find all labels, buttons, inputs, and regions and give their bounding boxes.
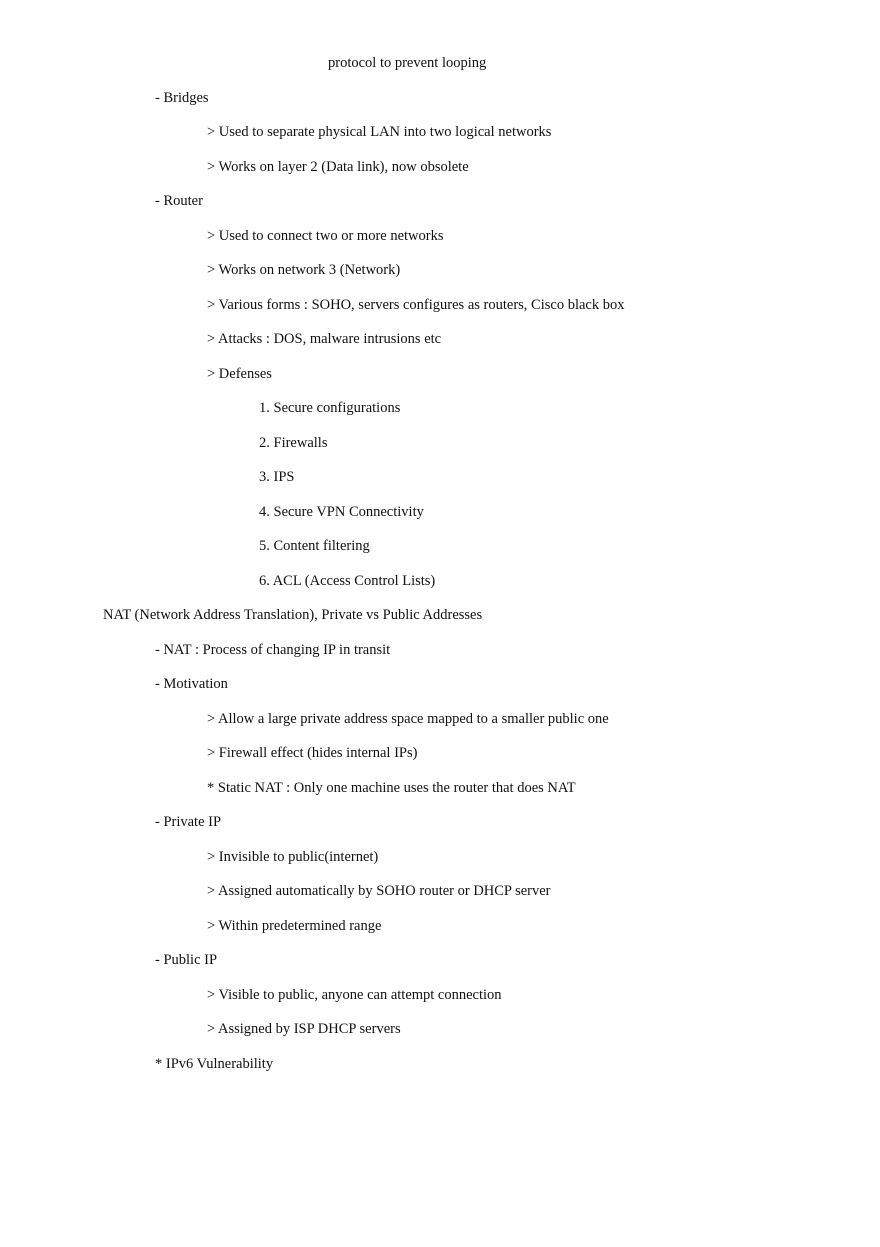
text-line: * Static NAT : Only one machine uses the router that does NAT	[207, 780, 576, 796]
numbered-item: 2. Firewalls	[259, 435, 328, 451]
numbered-item: 6. ACL (Access Control Lists)	[259, 573, 436, 589]
text-line: > Various forms : SOHO, servers configures as routers, Cisco black box	[207, 297, 625, 313]
bullet-heading: - NAT : Process of changing IP in transit	[155, 642, 391, 658]
text-line: > Attacks : DOS, malware intrusions etc	[207, 331, 442, 347]
text-line: > Used to separate physical LAN into two logical networks	[207, 124, 552, 140]
text-line: > Assigned automatically by SOHO router or DHCP server	[207, 883, 551, 899]
text-line: > Within predetermined range	[207, 918, 382, 934]
text-line: > Firewall effect (hides internal IPs)	[207, 745, 418, 761]
bullet-heading: - Router	[155, 193, 203, 209]
text-line: > Visible to public, anyone can attempt connection	[207, 987, 502, 1003]
bullet-heading: - Bridges	[155, 90, 209, 106]
text-line: > Works on network 3 (Network)	[207, 262, 401, 278]
note-line: * IPv6 Vulnerability	[155, 1056, 274, 1072]
numbered-item: 5. Content filtering	[259, 538, 370, 554]
text-line: > Defenses	[207, 366, 272, 382]
text-line: > Used to connect two or more networks	[207, 228, 444, 244]
text-line: protocol to prevent looping	[328, 55, 487, 71]
numbered-item: 3. IPS	[259, 469, 295, 485]
numbered-item: 1. Secure configurations	[259, 400, 401, 416]
text-line: > Assigned by ISP DHCP servers	[207, 1021, 401, 1037]
bullet-heading: - Public IP	[155, 952, 218, 968]
bullet-heading: - Private IP	[155, 814, 222, 830]
text-line: > Allow a large private address space mapped to a smaller public one	[207, 711, 609, 727]
text-line: > Invisible to public(internet)	[207, 849, 379, 865]
bullet-heading: - Motivation	[155, 676, 228, 692]
numbered-item: 4. Secure VPN Connectivity	[259, 504, 424, 520]
section-heading: NAT (Network Address Translation), Private vs Public Addresses	[103, 607, 483, 623]
text-line: > Works on layer 2 (Data link), now obsolete	[207, 159, 469, 175]
